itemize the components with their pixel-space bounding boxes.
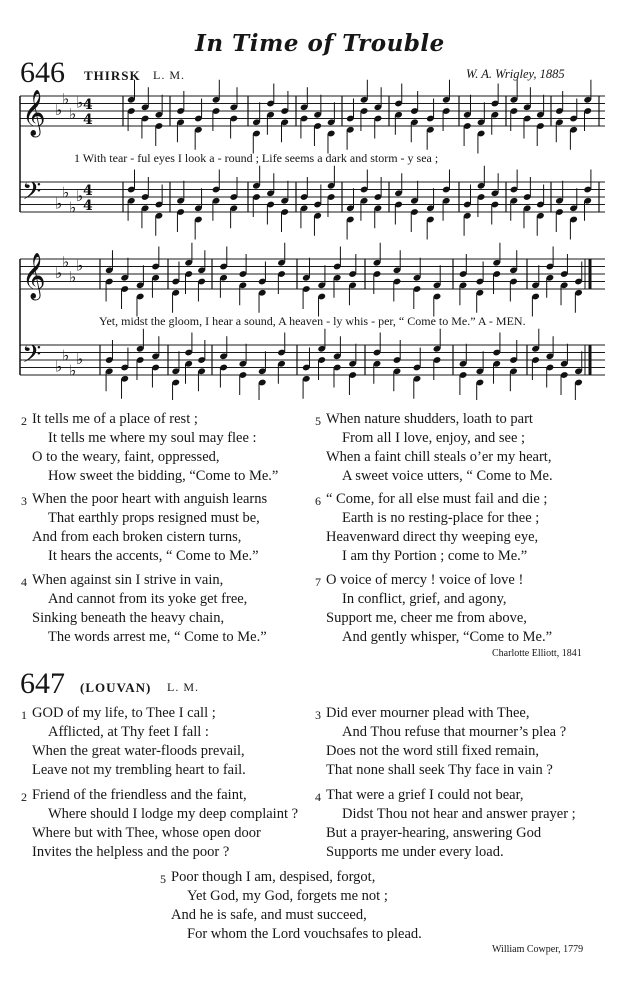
verse-line: And cannot from its yoke get free, [48,591,248,607]
verse-line: Leave not my trembling heart to fail. [32,762,246,778]
verse-number: 2 [21,414,27,428]
lyric-line-1: 1 With tear - ful eyes I look a - round ; Life seems a dark and storm - y sea ; [74,151,439,165]
time-signature: 4 [83,112,93,128]
verse-number: 7 [315,575,321,589]
verse-line: Where should I lodge my deep complaint ? [48,806,299,822]
music-score [0,0,640,400]
verse-2 [21,410,279,486]
verse-2 [21,786,299,862]
meter: L. M. [153,68,185,82]
verse-line: O voice of mercy ! voice of love ! [326,572,524,588]
verse-number: 4 [21,575,27,589]
verse-number: 6 [315,494,321,508]
verse-line: Heavenward direct thy weeping eye, [326,529,539,545]
verse-line: O to the weary, faint, oppressed, [32,449,220,465]
flat-sign: ♭ [69,361,77,380]
verse-3 [315,704,567,780]
verse-line: A sweet voice utters, “ Come to Me. [342,468,553,484]
verse-line: How sweet the bidding, “Come to Me.” [48,468,279,484]
verse-line: That earthly props resigned must be, [48,510,260,526]
verse-number: 4 [315,790,321,804]
flat-sign: ♭ [62,183,70,202]
verse-line: And he is safe, and must succeed, [171,907,367,923]
author-credit: Charlotte Elliott, 1841 [492,648,582,659]
time-signature: 4 [83,97,93,113]
verse-line: When the great water-floods prevail, [32,743,245,759]
verse-line: GOD of my life, to Thee I call ; [32,705,216,721]
verse-line: When against sin I strive in vain, [32,572,224,588]
verse-line: When a faint chill steals o’er my heart, [326,449,552,465]
hymn-number: 646 [20,56,65,89]
tune-name: THIRSK [84,68,141,83]
verse-line: Did ever mourner plead with Thee, [326,705,530,721]
verse-line: Poor though I am, despised, forgot, [171,869,376,885]
hymn-number: 647 [20,667,65,700]
verse-line: Didst Thou not hear and answer prayer ; [342,806,576,822]
verse-line: When nature shudders, loath to part [326,411,533,427]
meter: L. M. [167,680,199,694]
treble-clef: 𝄞 [22,253,46,299]
verse-line: From all I love, enjoy, and see ; [342,430,526,446]
verse-line: But a prayer-hearing, answering God [326,825,542,841]
verse-line: Where but with Thee, whose open door [32,825,261,841]
verse-line: Supports me under every load. [326,844,504,860]
verse-line: That none shall seek Thy face in vain ? [326,762,553,778]
time-signature: 4 [83,198,93,214]
verse-number: 3 [21,494,27,508]
verse-number: 5 [315,414,321,428]
flat-sign: ♭ [62,346,70,365]
bass-clef: 𝄢 [22,177,42,212]
flat-sign: ♭ [55,357,63,376]
verse-line: It tells me where my soul may flee : [48,430,257,446]
verse-line: Earth is no resting-place for thee ; [342,510,540,526]
flat-sign: ♭ [55,264,63,282]
verse-line: Support me, cheer me from above, [326,610,527,626]
verse-6 [315,490,548,566]
page-title: In Time of Trouble [195,30,445,57]
tune-name: (LOUVAN) [80,680,152,695]
treble-clef: 𝄞 [22,90,46,136]
time-signature: 4 [83,183,93,199]
verse-number: 5 [160,872,166,886]
verse-line: Sinking beneath the heavy chain, [32,610,225,626]
author-credit: William Cowper, 1779 [492,944,584,955]
flat-sign: ♭ [69,104,77,123]
flat-sign: ♭ [62,252,70,271]
verse-line: And gently whisper, “Come to Me.” [342,629,553,645]
composer: W. A. Wrigley, 1885 [466,67,565,81]
verse-number: 3 [315,708,321,722]
verse-line: The words arrest me, “ Come to Me.” [48,629,267,645]
verse-line: Afflicted, at Thy feet I fall : [48,724,209,740]
flat-sign: ♭ [55,194,63,213]
verse-line: And Thou refuse that mourner’s plea ? [342,724,567,740]
flat-sign: ♭ [76,256,84,275]
verse-line: It tells me of a place of rest ; [32,411,198,427]
verse-line: Yet God, my God, forgets me not ; [187,888,388,904]
verse-line: When the poor heart with anguish learns [32,491,268,507]
verse-line: Does not the word still fixed remain, [326,743,540,759]
verse-line: Invites the helpless and the poor ? [32,844,230,860]
verse-5 [315,410,553,486]
bass-clef: 𝄢 [22,340,42,375]
verse-1 [21,704,246,780]
flat-sign: ♭ [62,89,70,108]
verse-line: For whom the Lord vouchsafes to plead. [187,926,422,942]
flat-sign: ♭ [76,93,84,112]
verse-line: “ Come, for all else must fail and die ; [326,491,548,507]
verse-line: That were a grief I could not bear, [326,787,524,803]
verse-7 [315,571,553,647]
verse-4 [21,571,267,647]
verse-line: And from each broken cistern turns, [32,529,242,545]
verse-number: 2 [21,790,27,804]
lyric-line-2: Yet, midst the gloom, I hear a sound, A heaven - ly whis - per, “ Come to Me.” A - MEN. [99,314,526,328]
flat-sign: ♭ [69,198,77,217]
flat-sign: ♭ [76,187,84,205]
verse-line: It hears the accents, “ Come to Me.” [48,548,259,564]
verse-number: 1 [21,708,27,722]
verse-3 [21,490,268,566]
flat-sign: ♭ [55,101,63,119]
verse-4 [315,786,576,862]
flat-sign: ♭ [76,350,84,368]
verse-line: Friend of the friendless and the faint, [32,787,247,803]
flat-sign: ♭ [69,267,77,286]
verse-5 [160,868,422,944]
verse-line: In conflict, grief, and agony, [342,591,507,607]
verse-line: I am thy Portion ; come to Me.” [342,548,528,564]
